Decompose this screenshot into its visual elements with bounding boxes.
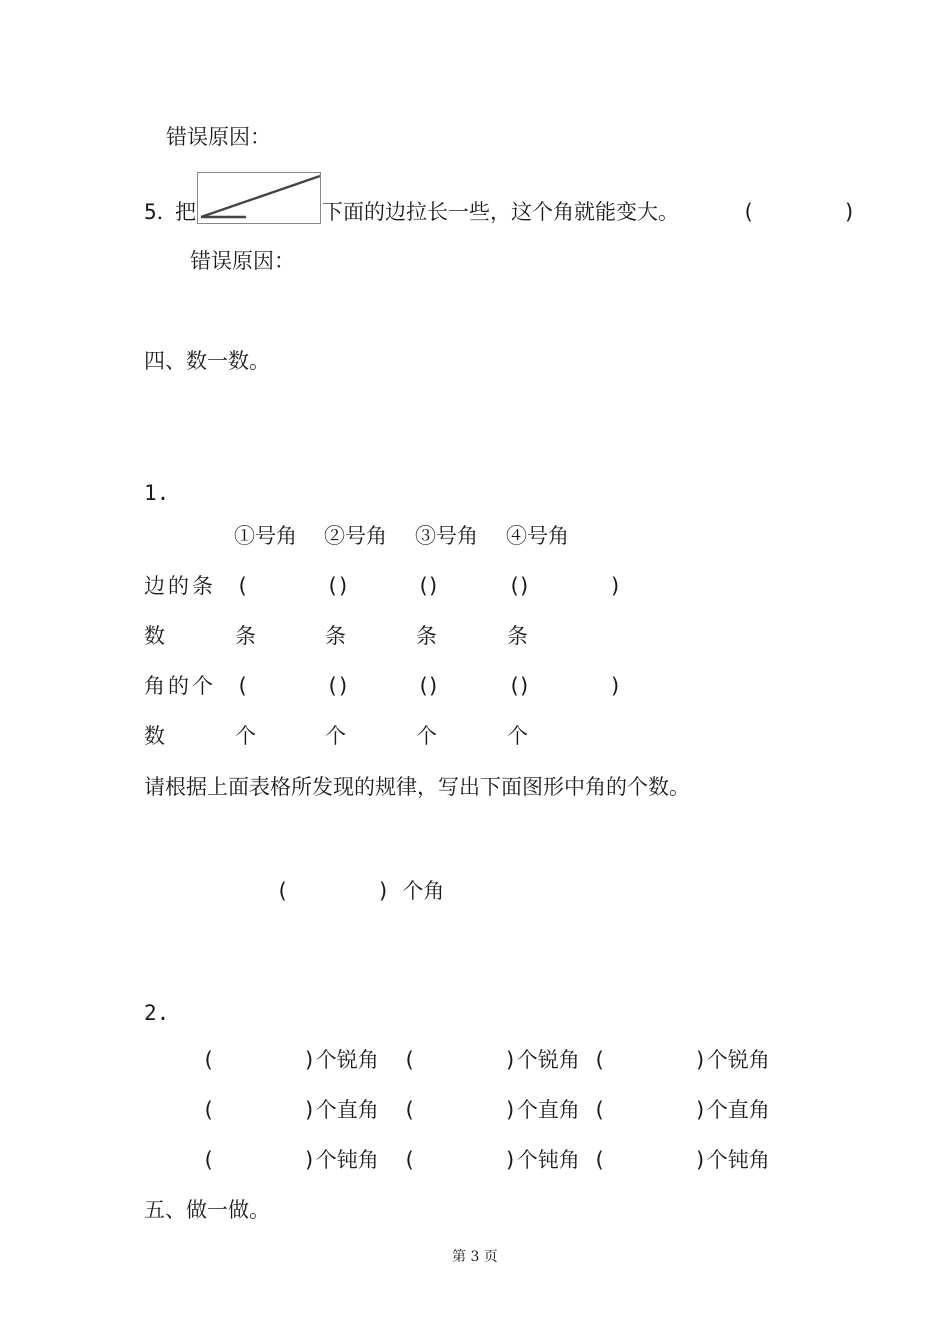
angles-paren-4[interactable]: ( ) [508,674,622,698]
q5-answer-paren[interactable]: ( ) [742,200,856,224]
fig2-right-count[interactable]: ( )个直角 [403,1098,580,1122]
q5-text-post: 下面的边拉长一些，这个角就能变大。 [322,200,679,224]
fig1-acute-count[interactable]: ( )个锐角 [202,1048,379,1072]
edges-paren-4[interactable]: ( ) [508,574,622,598]
q5-error-reason-label: 错误原因： [190,249,295,273]
edges-paren-3[interactable]: ( ) [417,574,531,598]
angle-drawing [198,173,320,223]
fig2-acute-count[interactable]: ( )个锐角 [403,1048,580,1072]
fig1-obtuse-count[interactable]: ( )个钝角 [202,1148,379,1172]
angle-long-side [201,176,320,217]
page-number: 第 3 页 [452,1249,498,1265]
angles-unit-3: 个 [416,724,437,748]
q2-number: 2. [144,1001,170,1025]
edges-paren-2[interactable]: ( ) [326,574,440,598]
edges-paren-1[interactable]: ( ) [236,574,350,598]
fig3-right-count[interactable]: ( )个直角 [593,1098,770,1122]
section4-title: 四、数一数。 [144,349,270,373]
header-angle-3: ③号角 [415,524,478,548]
angles-paren-3[interactable]: ( ) [417,674,531,698]
angles-unit-4: 个 [507,724,528,748]
angles-paren-2[interactable]: ( ) [326,674,440,698]
angle-count-answer[interactable]: ( ) 个角 [276,879,445,903]
q4-error-reason-label: 错误原因： [166,125,271,149]
fig3-acute-count[interactable]: ( )个锐角 [593,1048,770,1072]
row-edges-label-cont: 数 [144,624,165,648]
q5-number: 5． [144,200,178,224]
angle-figure [197,172,321,224]
fig2-obtuse-count[interactable]: ( )个钝角 [403,1148,580,1172]
edges-unit-2: 条 [325,624,346,648]
instruction-text: 请根据上面表格所发现的规律，写出下面图形中角的个数。 [144,775,690,799]
fig1-right-count[interactable]: ( )个直角 [202,1098,379,1122]
angles-paren-1[interactable]: ( ) [236,674,350,698]
row-edges-label: 边的条 [144,574,216,598]
fig3-obtuse-count[interactable]: ( )个钝角 [593,1148,770,1172]
edges-unit-4: 条 [507,624,528,648]
edges-unit-1: 条 [235,624,256,648]
q1-number: 1. [144,481,170,505]
header-angle-4: ④号角 [506,524,569,548]
edges-unit-3: 条 [416,624,437,648]
row-angles-label-cont: 数 [144,724,165,748]
header-angle-1: ①号角 [234,524,297,548]
angles-unit-1: 个 [235,724,256,748]
q5-text-pre: 把 [175,200,196,224]
row-angles-label: 角的个 [144,674,216,698]
section5-title: 五、做一做。 [144,1198,270,1222]
angles-unit-2: 个 [325,724,346,748]
header-angle-2: ②号角 [324,524,387,548]
